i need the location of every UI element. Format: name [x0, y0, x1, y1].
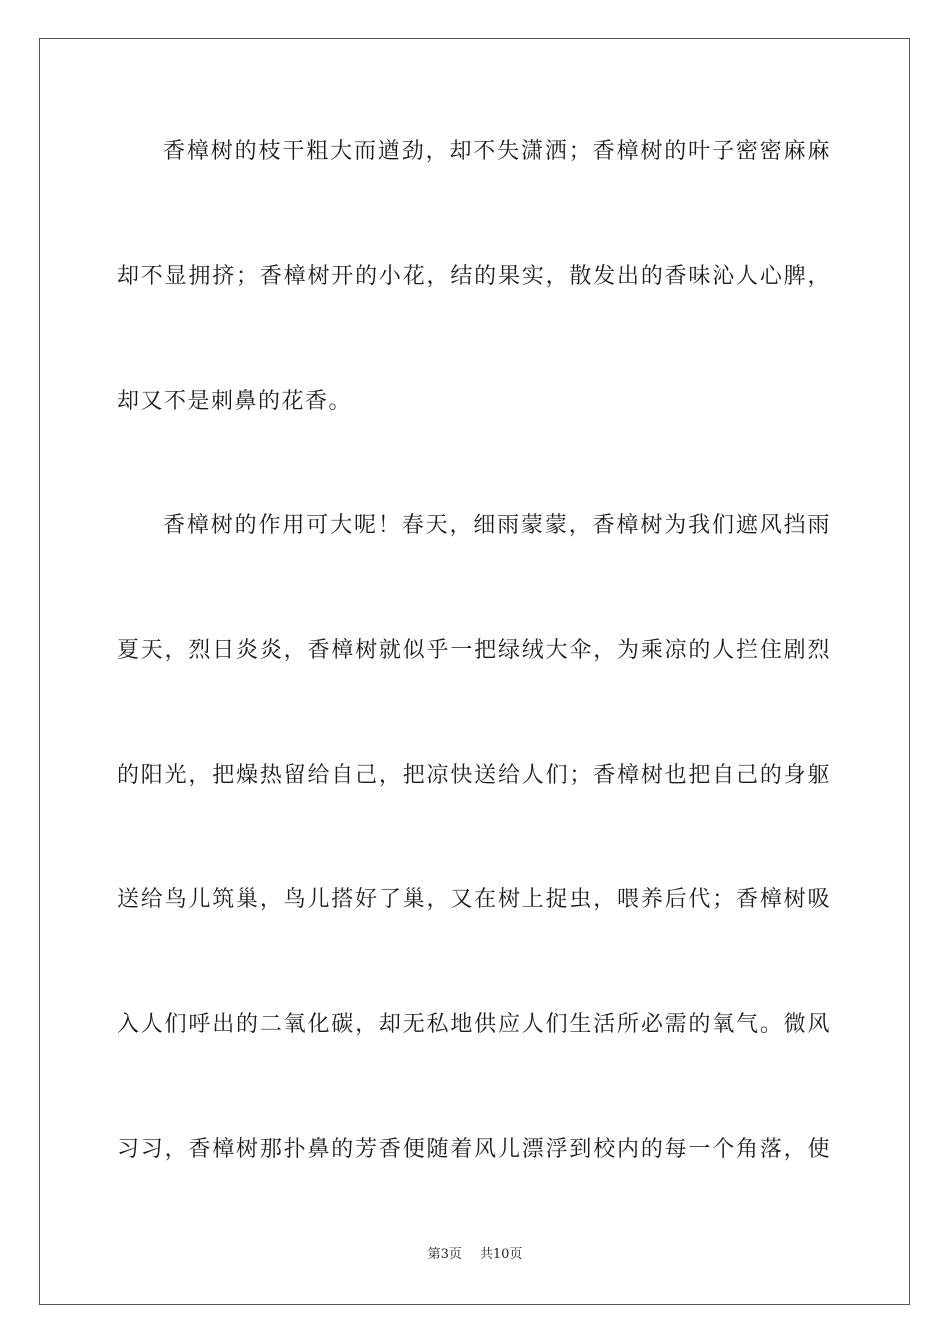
text-line: 送给鸟儿筑巢，鸟儿搭好了巢，又在树上捉虫，喂养后代；香樟树吸: [117, 887, 831, 912]
page-footer: [0, 1246, 950, 1264]
text-line: 香樟树的枝干粗大而遒劲，却不失潇洒；香樟树的叶子密密麻麻: [163, 139, 831, 164]
page-number: 第3页: [427, 1247, 462, 1262]
total-pages: 共10页: [479, 1247, 523, 1262]
page-frame: [39, 38, 910, 1305]
text-line: 却不显拥挤；香樟树开的小花，结的果实，散发出的香味沁人心脾，: [117, 264, 831, 289]
text-line: 的阳光，把燥热留给自己，把凉快送给人们；香樟树也把自己的身躯: [117, 763, 831, 788]
text-line: 却又不是刺鼻的花香。: [117, 389, 353, 414]
text-line: 入人们呼出的二氧化碳，却无私地供应人们生活所必需的氧气。微风: [117, 1012, 831, 1037]
text-line: 夏天，烈日炎炎，香樟树就似乎一把绿绒大伞，为乘凉的人拦住剧烈: [117, 638, 831, 663]
text-line: 习习，香樟树那扑鼻的芳香便随着风儿漂浮到校内的每一个角落，使: [117, 1137, 831, 1162]
text-line: 香樟树的作用可大呢！春天，细雨蒙蒙，香樟树为我们遮风挡雨: [163, 513, 831, 538]
